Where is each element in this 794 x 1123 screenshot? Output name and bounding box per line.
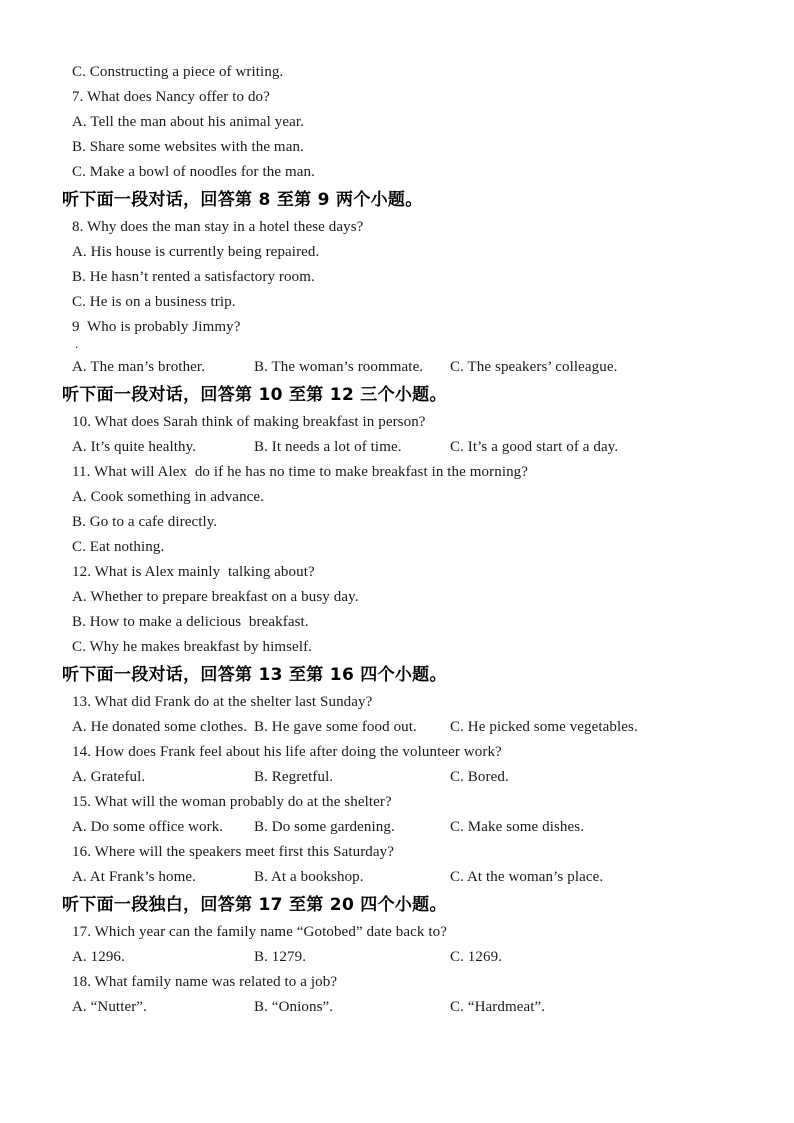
question-line: 10. What does Sarah think of making breakfast in person? (72, 414, 426, 430)
option-line: A. His house is currently being repaired. (72, 244, 320, 260)
option-b: B. “Onions”. (254, 999, 334, 1015)
question-line: 13. What did Frank do at the shelter last Sunday? (72, 694, 373, 710)
section-header: 听下面一段对话，回答第 8 至第 9 两个小题。 (62, 190, 423, 210)
options-row (72, 945, 754, 970)
option-a: A. He donated some clothes. (72, 719, 248, 735)
option-line: B. Share some websites with the man. (72, 139, 304, 155)
option-line: C. He is on a business trip. (72, 294, 236, 310)
option-b: B. The woman’s roommate. (254, 359, 424, 375)
option-line: C. Make a bowl of noodles for the man. (72, 164, 315, 180)
option-a: A. Do some office work. (72, 819, 224, 835)
question-line: 15. What will the woman probably do at the shelter? (72, 794, 392, 810)
section-header: 听下面一段对话，回答第 10 至第 12 三个小题。 (62, 385, 447, 405)
option-a: A. 1296. (72, 949, 125, 965)
question-line: 11. What will Alex do if he has no time to make breakfast in the morning? (72, 464, 529, 480)
options-row (72, 715, 754, 740)
option-b: B. It needs a lot of time. (254, 439, 402, 455)
stray-period: . (75, 336, 79, 351)
option-c: C. Make some dishes. (450, 819, 585, 835)
option-line: C. Eat nothing. (72, 539, 165, 555)
section-header: 听下面一段独白，回答第 17 至第 20 四个小题。 (62, 895, 447, 915)
option-line: B. Go to a cafe directly. (72, 514, 218, 530)
options-row (72, 765, 754, 790)
options-row (72, 995, 754, 1020)
option-line: A. Whether to prepare breakfast on a busy day. (72, 589, 359, 605)
option-c: C. Bored. (450, 769, 509, 785)
option-a: A. “Nutter”. (72, 999, 147, 1015)
option-line: A. Cook something in advance. (72, 489, 265, 505)
option-a: A. At Frank’s home. (72, 869, 196, 885)
option-c: C. “Hardmeat”. (450, 999, 546, 1015)
option-c: C. He picked some vegetables. (450, 719, 638, 735)
options-row (72, 435, 754, 460)
options-row (72, 815, 754, 840)
option-b: B. Do some gardening. (254, 819, 395, 835)
option-b: B. At a bookshop. (254, 869, 364, 885)
question-line: 16. Where will the speakers meet first this Saturday? (72, 844, 395, 860)
question-line: 7. What does Nancy offer to do? (72, 89, 270, 105)
options-row (72, 865, 754, 890)
question-line: 17. Which year can the family name “Gotobed” date back to? (72, 924, 447, 940)
option-a: A. Grateful. (72, 769, 146, 785)
question-line: 12. What is Alex mainly talking about? (72, 564, 315, 580)
option-line: C. Why he makes breakfast by himself. (72, 639, 313, 655)
option-line: B. How to make a delicious breakfast. (72, 614, 309, 630)
option-c: C. 1269. (450, 949, 503, 965)
question-line: 9 Who is probably Jimmy? (72, 319, 241, 335)
options-row (72, 355, 754, 380)
question-line: 8. Why does the man stay in a hotel these days? (72, 219, 364, 235)
option-a: A. It’s quite healthy. (72, 439, 197, 455)
option-b: B. He gave some food out. (254, 719, 417, 735)
question-line: 18. What family name was related to a job? (72, 974, 338, 990)
option-line: C. Constructing a piece of writing. (72, 64, 284, 80)
option-b: B. Regretful. (254, 769, 334, 785)
option-a: A. The man’s brother. (72, 359, 206, 375)
option-c: C. The speakers’ colleague. (450, 359, 618, 375)
option-line: A. Tell the man about his animal year. (72, 114, 305, 130)
question-line: 14. How does Frank feel about his life after doing the volunteer work? (72, 744, 502, 760)
option-c: C. At the woman’s place. (450, 869, 604, 885)
option-c: C. It’s a good start of a day. (450, 439, 619, 455)
section-header: 听下面一段对话，回答第 13 至第 16 四个小题。 (62, 665, 447, 685)
option-line: B. He hasn’t rented a satisfactory room. (72, 269, 315, 285)
option-b: B. 1279. (254, 949, 307, 965)
